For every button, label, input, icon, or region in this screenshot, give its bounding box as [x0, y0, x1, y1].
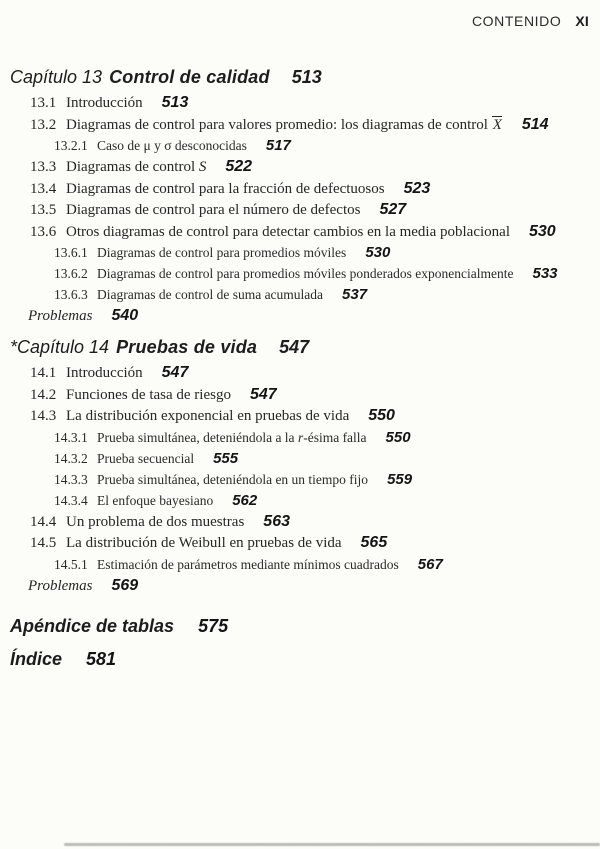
- entry-number: 13.6.3: [54, 287, 88, 302]
- entry-title: Otros diagramas de control para detectar cambios en la media poblacional: [66, 223, 510, 240]
- running-head: [472, 13, 589, 29]
- entry-page-number: 563: [263, 512, 290, 530]
- back-matter-entry: [10, 643, 596, 676]
- toc-entry: [10, 362, 596, 384]
- entry-title: Diagramas de control para promedios móviles: [97, 245, 347, 260]
- entry-title: Diagramas de control S: [66, 159, 207, 175]
- entry-number: 13.3: [30, 159, 57, 175]
- toc-entry: [10, 242, 596, 263]
- chapter-prefix: Capítulo 13: [10, 67, 103, 87]
- entry-page-number: 555: [213, 449, 239, 467]
- toc-entry: [10, 448, 596, 469]
- entry-title: La distribución exponencial en pruebas de vida: [66, 408, 350, 424]
- toc-entry: [10, 135, 596, 156]
- toc-entry: [10, 405, 596, 427]
- entry-title: Un problema de dos muestras: [66, 513, 245, 530]
- entry-title: Introducción: [66, 365, 143, 381]
- entry-title: Prueba simultánea, deteniéndola en un tiempo fijo: [97, 471, 369, 487]
- entry-page-number: 514: [521, 115, 549, 133]
- toc-entry: [10, 178, 596, 200]
- entry-page-number: 527: [379, 201, 407, 218]
- entry-title: Diagramas de control de suma acumulada: [97, 287, 324, 302]
- entry-page-number: 562: [232, 491, 258, 509]
- entry-number: 14.3.3: [54, 471, 88, 487]
- entry-number: 13.4: [30, 180, 57, 197]
- back-matter-title: Apéndice de tablas: [10, 615, 175, 636]
- entry-title: La distribución de Weibull en pruebas de vida: [66, 535, 342, 551]
- entry-number: 14.3.4: [54, 492, 88, 508]
- entry-page-number: 530: [529, 222, 556, 240]
- entry-page-number: 522: [225, 158, 253, 175]
- entry-title: Introducción: [66, 95, 143, 111]
- entry-page-number: 537: [342, 286, 368, 303]
- back-matter: [10, 610, 596, 676]
- problems-label: Problemas: [28, 577, 93, 594]
- entry-page-number: 565: [360, 534, 388, 551]
- problems-page-number: 540: [111, 307, 139, 324]
- problems-entry: [10, 305, 596, 327]
- chapter-prefix: *Capítulo 14: [10, 337, 110, 357]
- entry-page-number: 550: [385, 428, 411, 446]
- x-bar-symbol: X: [492, 115, 503, 137]
- toc-entry: [10, 114, 596, 136]
- table-of-contents: [10, 64, 596, 676]
- entry-number: 13.2: [30, 116, 57, 133]
- entry-title: Diagramas de control para la fracción de defectuosos: [66, 180, 385, 197]
- chapter-heading: [10, 64, 596, 91]
- chapter-page-number: 513: [291, 67, 322, 87]
- entry-number: 13.6.1: [54, 245, 88, 260]
- entry-number: 14.3.2: [54, 450, 88, 466]
- page-folio: XI: [575, 13, 589, 29]
- entry-page-number: 530: [365, 244, 391, 261]
- entry-title: Diagramas de control para valores promedio: los diagramas de control X: [66, 117, 503, 133]
- toc-entry: [10, 532, 596, 554]
- chapter-title: Pruebas de vida: [116, 337, 258, 357]
- chapter-heading: [10, 334, 596, 361]
- entry-number: 13.2.1: [54, 138, 88, 153]
- entry-page-number: 517: [265, 137, 291, 154]
- entry-title: El enfoque bayesiano: [97, 492, 214, 508]
- entry-page-number: 550: [368, 407, 395, 424]
- entry-number: 14.4: [30, 513, 57, 530]
- entry-number: 13.5: [30, 202, 57, 218]
- entry-number: 14.5.1: [54, 556, 88, 572]
- chapter-title: Control de calidad: [109, 67, 270, 87]
- problems-page-number: 569: [111, 576, 139, 594]
- entry-page-number: 567: [417, 555, 443, 573]
- running-head-title: CONTENIDO: [471, 13, 562, 29]
- entry-page-number: 513: [161, 94, 189, 111]
- entry-number: 13.1: [30, 95, 57, 111]
- scan-shadow-line: [64, 843, 600, 846]
- problems-entry: [10, 575, 596, 597]
- entry-title: Diagramas de control para el número de defectos: [66, 202, 361, 218]
- chapter-page-number: 547: [279, 337, 310, 357]
- entry-number: 14.5: [30, 535, 57, 551]
- entry-page-number: 547: [249, 385, 277, 403]
- entry-page-number: 559: [387, 470, 413, 488]
- toc-entry: [10, 490, 596, 511]
- entry-number: 14.3: [30, 408, 57, 424]
- entry-number: 13.6.2: [54, 266, 88, 281]
- entry-title: Funciones de tasa de riesgo: [66, 386, 231, 403]
- entry-title: Estimación de parámetros mediante mínimos cuadrados: [97, 556, 399, 572]
- back-matter-entry: [10, 610, 596, 643]
- back-matter-title: Índice: [10, 648, 63, 669]
- toc-entry: [10, 469, 596, 490]
- toc-entry: [10, 284, 596, 305]
- entry-number: 14.1: [30, 365, 57, 381]
- toc-entry: [10, 384, 596, 406]
- toc-entry: [10, 92, 596, 114]
- toc-entry: [10, 554, 596, 575]
- chapter-entries: [10, 362, 596, 575]
- italic-symbol: r: [297, 429, 304, 445]
- entry-title: Caso de μ y σ desconocidas: [97, 138, 247, 153]
- back-matter-page-number: 575: [198, 615, 229, 636]
- entry-number: 14.2: [30, 386, 57, 403]
- entry-title: Diagramas de control para promedios móviles ponderados exponencialmente: [97, 266, 514, 281]
- entry-title: Prueba secuencial: [97, 450, 195, 466]
- italic-symbol: S: [198, 159, 207, 175]
- problems-label: Problemas: [28, 308, 93, 324]
- toc-entry: [10, 199, 596, 221]
- chapter-entries: [10, 92, 596, 305]
- toc-entry: [10, 511, 596, 533]
- toc-entry: [10, 221, 596, 243]
- entry-number: 13.6: [30, 223, 57, 240]
- entry-page-number: 547: [161, 364, 189, 381]
- toc-entry: [10, 263, 596, 284]
- entry-page-number: 523: [403, 179, 431, 197]
- toc-entry: [10, 427, 596, 448]
- entry-title: Prueba simultánea, deteniéndola a la r-ésima falla: [97, 429, 367, 445]
- entry-page-number: 533: [532, 265, 558, 282]
- entry-number: 14.3.1: [54, 429, 88, 445]
- toc-entry: [10, 156, 596, 178]
- back-matter-page-number: 581: [86, 648, 117, 669]
